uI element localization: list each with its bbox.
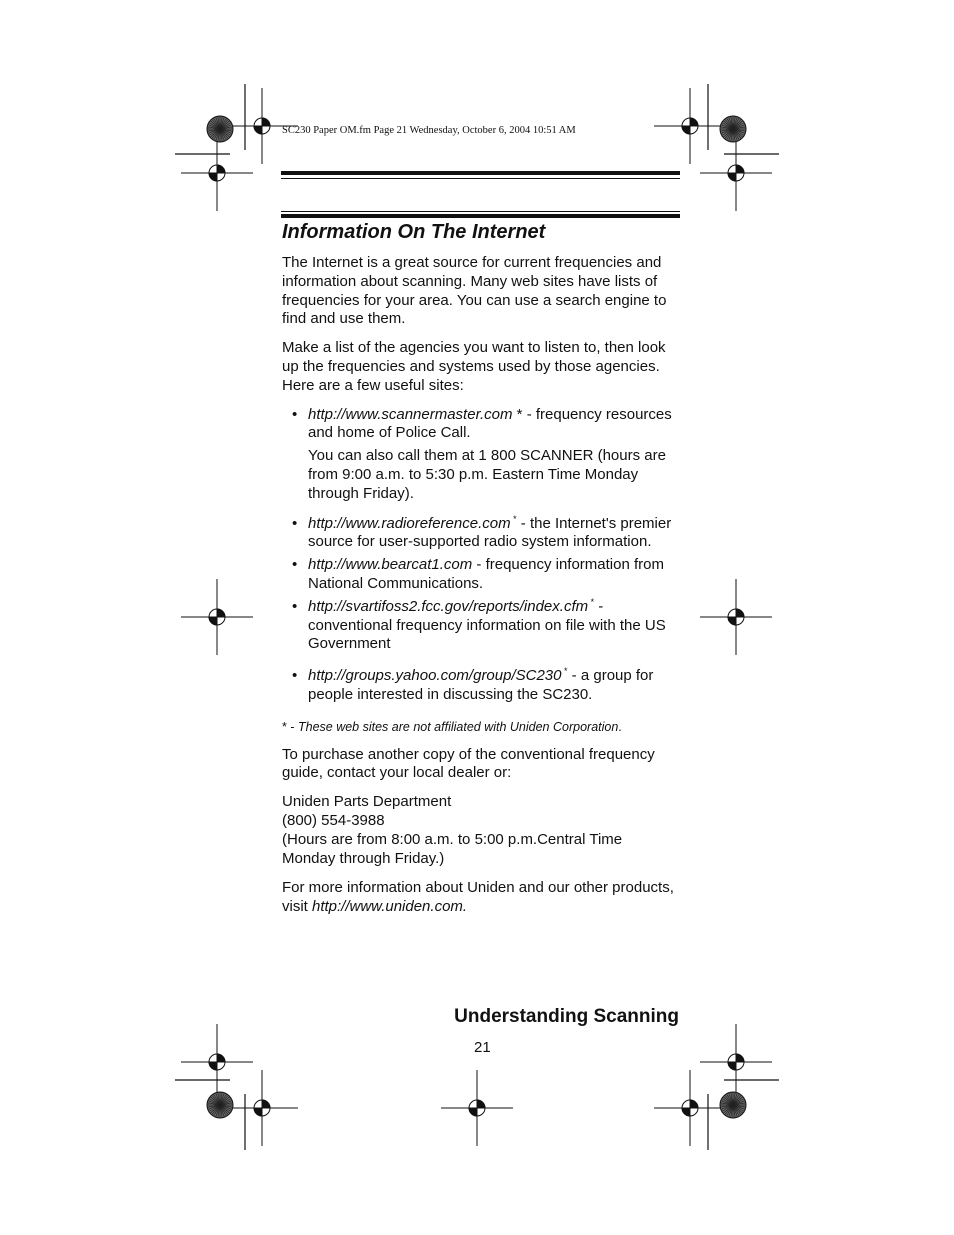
print-header: SC230 Paper OM.fm Page 21 Wednesday, October 6, 2004 10:51 AM [282,125,576,136]
registration-starburst-icon [720,1092,746,1118]
site-description: - conventional frequency information on file with the US Government [308,597,666,653]
top-rule-thick [281,171,680,175]
list-item [282,515,682,553]
chapter-title: Understanding Scanning [454,1006,679,1027]
site-mark: * [588,596,595,607]
site-link-yahoo-group[interactable]: http://groups.yahoo.com/group/SC230 [308,667,562,685]
footnote-period: . [618,719,622,734]
dealer-hours-1: (Hours are from 8:00 a.m. to 5:00 p.m.Central Time [282,830,623,848]
registration-starburst-icon [720,116,746,142]
site-description: - frequency resources and home of Police Call. [308,405,672,442]
section-rule-thin [281,211,680,212]
registration-crosshair-icon [181,579,253,655]
bullet: • [292,597,298,615]
site-link-scannermaster[interactable]: http://www.scannermaster.com [308,405,513,423]
site-description: - frequency information from National Communications. [308,556,664,592]
closing-paragraph [282,879,682,917]
main-content [282,254,682,917]
list-item [282,406,682,504]
site-list [282,406,682,705]
footnote [282,718,682,737]
site-description: - the Internet's premier source for user-supported radio system information. [308,514,672,551]
uniden-link[interactable]: http://www.uniden.com. [312,898,468,916]
intro-paragraph: The Internet is a great source for current frequencies and information about scanning. Many web sites have lists of frequencies for your area. You can use a search engine to find and use them. [282,254,667,328]
registration-crosshair-icon [700,135,772,211]
registration-starburst-icon [207,1092,233,1118]
registration-crosshair-icon [700,579,772,655]
registration-starburst-icon [207,116,233,142]
list-item [282,556,682,594]
list-item [282,598,682,654]
dealer-contact [282,793,682,868]
page-number: 21 [474,1039,491,1056]
registration-crosshair-icon [654,1070,726,1146]
section-rule-thick [281,214,680,218]
site-link-bearcat1[interactable]: http://www.bearcat1.com [308,556,473,574]
registration-crosshair-icon [654,88,726,164]
footnote-text: These web sites are not affiliated with Uniden Corporation [297,719,619,734]
footnote-marker: * - [282,719,298,734]
site-mark: * [561,666,568,677]
registration-crosshair-icon [181,135,253,211]
site-mark: * [512,405,523,423]
bullet: • [292,667,298,685]
list-item [282,667,682,705]
closing-text: For more information about Uniden and our other products, visit [282,879,674,916]
site-description: - a group for people interested in discussing the SC230. [308,667,654,703]
registration-crosshair-icon [181,1024,253,1100]
dealer-name: Uniden Parts Department [282,793,452,811]
bullet: • [292,514,298,532]
top-rule-thin [281,178,680,179]
registration-crosshair-icon [226,1070,298,1146]
bullet: • [292,405,298,423]
section-title: Information On The Internet [282,221,546,243]
dealer-intro: To purchase another copy of the conventional frequency guide, contact your local dealer or: [282,745,655,782]
registration-crosshair-icon [700,1024,772,1100]
agencies-paragraph: Make a list of the agencies you want to listen to, then look up the frequencies and systems used by those agencies. Here are a few useful sites: [282,339,666,394]
site-mark: * [510,513,517,524]
dealer-phone: (800) 554-3988 [282,811,385,829]
site-link-radioreference[interactable]: http://www.radioreference.com [308,514,511,532]
site-link-fcc[interactable]: http://svartifoss2.fcc.gov/reports/index.cfm [308,597,589,615]
dealer-hours-2: Monday through Friday.) [282,849,445,867]
registration-crosshair-icon [441,1070,513,1146]
site-note: You can also call them at 1 800 SCANNER (hours are from 9:00 a.m. to 5:30 p.m. Eastern Time Monday through Friday). [308,447,666,502]
bullet: • [292,556,298,574]
